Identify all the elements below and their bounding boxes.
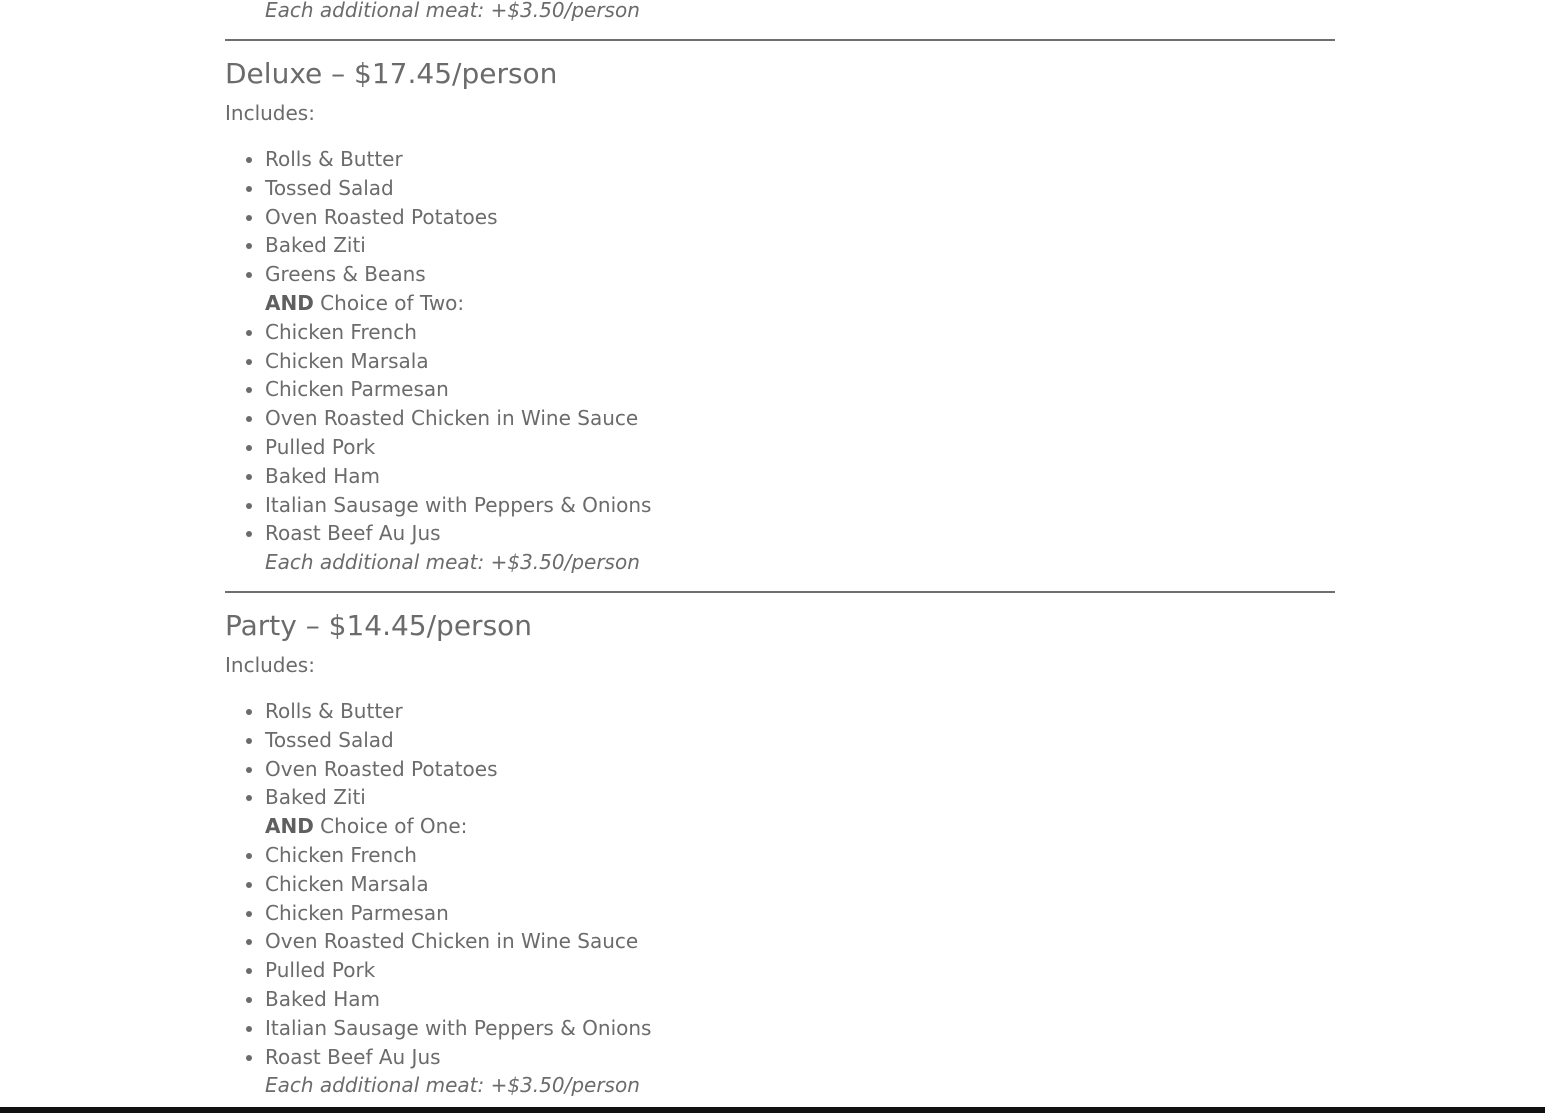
divider: [225, 591, 1335, 593]
list-item: • Italian Sausage with Peppers & Onions: [265, 1014, 1335, 1043]
includes-label: Includes:: [225, 653, 315, 677]
choice-line: [265, 812, 1335, 841]
and-word: AND: [265, 814, 314, 839]
additional-meat-note: Each additional meat: +$3.50/person: [265, 1073, 640, 1098]
list-item: • Baked Ziti: [265, 231, 1335, 260]
list-item: • Tossed Salad: [265, 174, 1335, 203]
list-item: • Greens & Beans: [265, 260, 1335, 289]
list-item: • Rolls & Butter: [265, 697, 1335, 726]
list-item: • Tossed Salad: [265, 726, 1335, 755]
includes-label: Includes:: [225, 101, 315, 125]
additional-meat-note: Each additional meat: +$3.50/person: [265, 550, 640, 575]
list-item: • Oven Roasted Chicken in Wine Sauce: [265, 927, 1335, 956]
list-item: • Chicken Marsala: [265, 870, 1335, 899]
list-item: • Oven Roasted Potatoes: [265, 755, 1335, 784]
list-item: • Pulled Pork: [265, 956, 1335, 985]
menu-list: [225, 697, 1335, 1071]
list-item: • Oven Roasted Chicken in Wine Sauce: [265, 404, 1335, 433]
list-item: • Roast Beef Au Jus: [265, 1043, 1335, 1072]
and-word: AND: [265, 290, 314, 315]
list-item: • Chicken French: [265, 841, 1335, 870]
list-item: • Rolls & Butter: [265, 145, 1335, 174]
party-package: [225, 609, 1335, 1099]
choice-text: Choice of One:: [313, 814, 468, 839]
package-title: Party – $14.45/person: [225, 609, 533, 642]
list-item: • Italian Sausage with Peppers & Onions: [265, 491, 1335, 520]
package-title: Deluxe – $17.45/person: [225, 57, 558, 90]
list-item: • Roast Beef Au Jus: [265, 519, 1335, 548]
list-item: • Baked Ham: [265, 462, 1335, 491]
list-item: • Oven Roasted Potatoes: [265, 203, 1335, 232]
previous-package-note: Each additional meat: +$3.50/person: [265, 0, 640, 22]
list-item: • Baked Ziti: [265, 783, 1335, 812]
menu-list: [225, 145, 1335, 548]
footer-bar: [0, 1107, 1545, 1113]
choice-text: Choice of Two:: [313, 290, 465, 315]
choice-line: [265, 289, 1335, 318]
list-item: • Chicken Marsala: [265, 347, 1335, 376]
list-item: • Baked Ham: [265, 985, 1335, 1014]
list-item: • Chicken Parmesan: [265, 899, 1335, 928]
list-item: • Chicken French: [265, 318, 1335, 347]
deluxe-package: [225, 57, 1335, 576]
divider: [225, 39, 1335, 41]
list-item: • Chicken Parmesan: [265, 375, 1335, 404]
list-item: • Pulled Pork: [265, 433, 1335, 462]
